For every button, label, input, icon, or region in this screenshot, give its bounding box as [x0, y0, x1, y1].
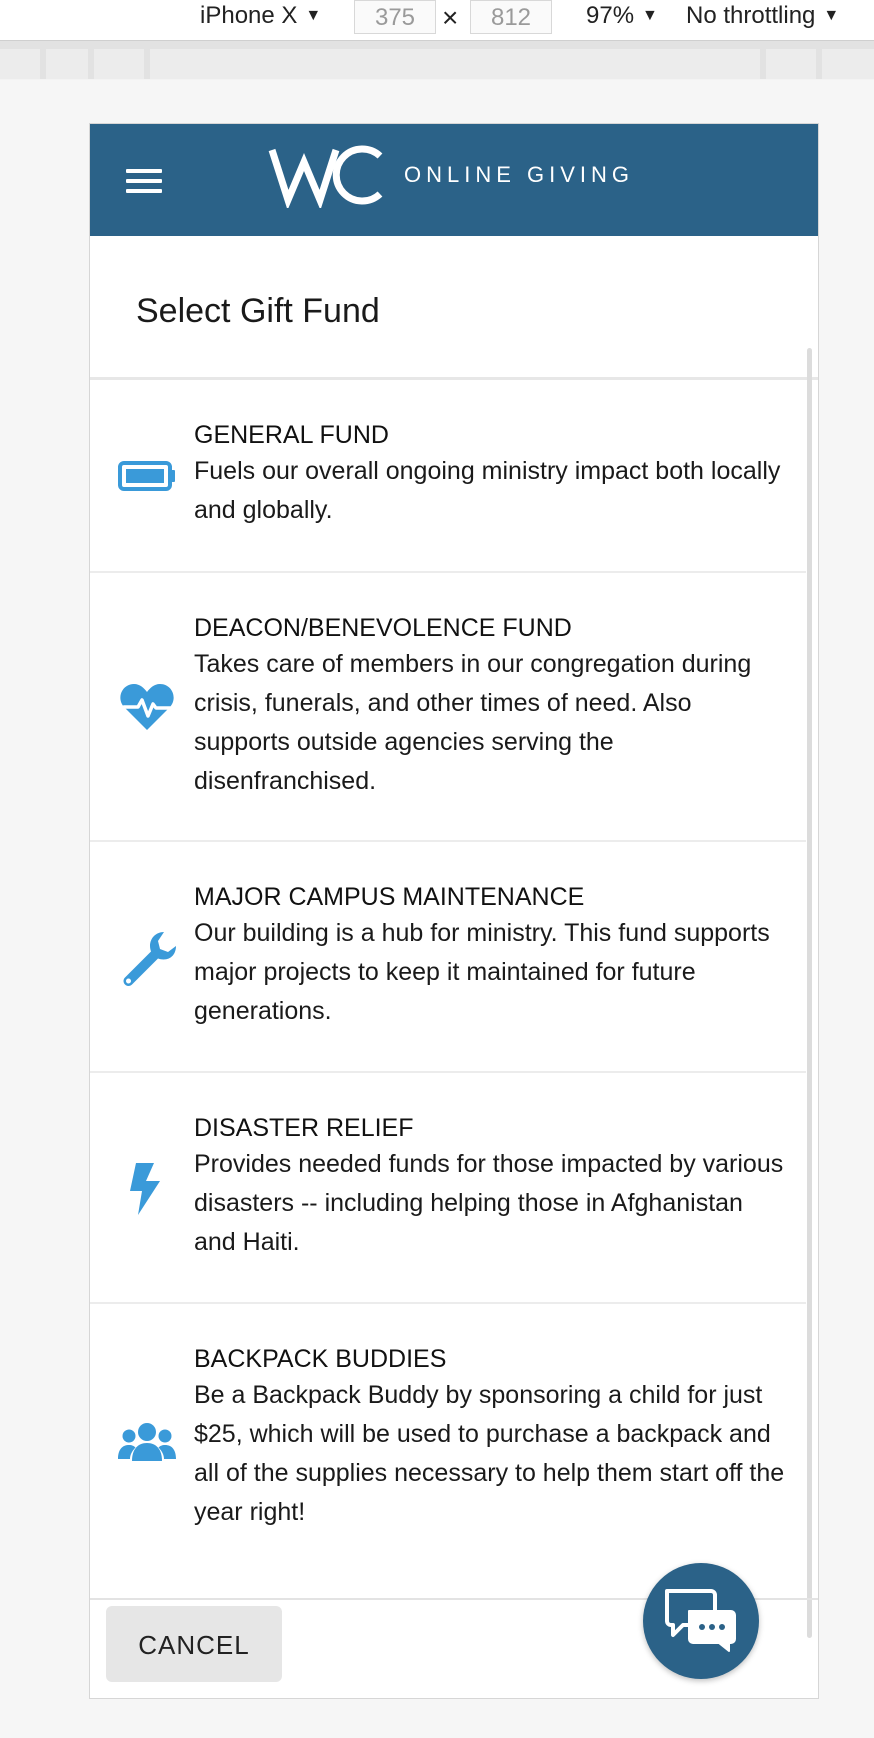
throttling-caret-icon: ▼ [823, 7, 840, 24]
fund-description: Be a Backpack Buddy by sponsoring a child for just $25, which will be used to purchase a backpack and all of the supplies necessary to help them start off the year right! [194, 1381, 785, 1526]
fund-name: GENERAL FUND [194, 421, 389, 449]
select-gift-fund-modal [90, 236, 818, 1698]
device-caret-icon: ▼ [305, 7, 322, 24]
ruler-segment[interactable] [0, 49, 40, 79]
chat-bubbles-icon [661, 1585, 741, 1657]
fund-description: Takes care of members in our congregation during crisis, funerals, and other times of need. Also supports outside agencies serving the disenfranchised. [194, 650, 752, 795]
ruler-segment[interactable] [822, 49, 874, 79]
ruler-segment[interactable] [46, 49, 88, 79]
device-label: iPhone X [200, 2, 298, 29]
fund-item-deacon-benevolence[interactable] [90, 573, 806, 842]
zoom-caret-icon: ▼ [642, 7, 658, 24]
ruler-segment[interactable] [150, 49, 760, 79]
fund-description: Our building is a hub for ministry. This fund supports major projects to keep it maintained for future generations. [194, 919, 770, 1025]
device-select[interactable] [200, 0, 321, 32]
modal-title: Select Gift Fund [136, 292, 380, 330]
chat-button[interactable] [643, 1563, 759, 1679]
zoom-label: 97% [586, 2, 635, 29]
width-input[interactable]: 375 [354, 0, 436, 34]
heartbeat-icon [118, 678, 176, 736]
fund-item-major-campus-maintenance[interactable] [90, 842, 806, 1073]
devtools-device-toolbar [0, 0, 874, 41]
height-input[interactable]: 812 [470, 0, 552, 34]
device-frame [90, 124, 818, 1698]
fund-description: Fuels our overall ongoing ministry impact both locally and globally. [194, 457, 781, 524]
zoom-select[interactable] [586, 0, 658, 32]
cancel-button[interactable]: CANCEL [106, 1606, 282, 1682]
wrench-icon [118, 928, 176, 986]
site-header [90, 124, 818, 236]
ruler-segment[interactable] [94, 49, 144, 79]
battery-icon [118, 447, 176, 505]
throttling-select[interactable] [686, 0, 839, 32]
fund-item-backpack-buddies[interactable] [90, 1304, 806, 1584]
fund-name: MAJOR CAMPUS MAINTENANCE [194, 883, 585, 911]
hamburger-menu-icon[interactable] [126, 169, 162, 193]
fund-item-disaster-relief[interactable] [90, 1073, 806, 1304]
media-query-ruler [0, 41, 874, 79]
fund-item-general[interactable] [90, 380, 806, 573]
fund-name: DISASTER RELIEF [194, 1114, 414, 1142]
fund-name: DEACON/BENEVOLENCE FUND [194, 614, 572, 642]
wc-logo-icon [268, 142, 386, 208]
fund-list [90, 380, 806, 1584]
users-group-icon [118, 1415, 176, 1473]
throttling-label: No throttling [686, 2, 816, 29]
scrollbar[interactable] [807, 348, 812, 1638]
ruler-segment[interactable] [766, 49, 816, 79]
lightning-bolt-icon [118, 1159, 176, 1217]
dimension-times-icon: × [442, 2, 459, 33]
site-logo[interactable] [268, 142, 634, 208]
logo-text: ONLINE GIVING [404, 162, 635, 187]
fund-description: Provides needed funds for those impacted by various disasters -- including helping those in Afghanistan and Haiti. [194, 1150, 784, 1256]
fund-name: BACKPACK BUDDIES [194, 1345, 447, 1373]
